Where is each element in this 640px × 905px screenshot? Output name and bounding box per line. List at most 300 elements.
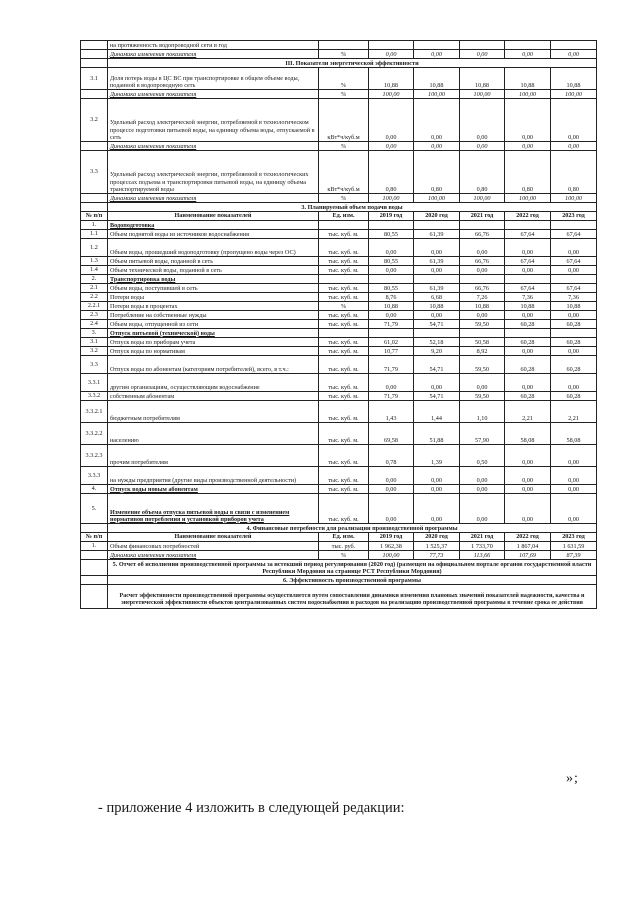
table-row [81,59,597,68]
table-row [81,329,597,338]
value-cell: 57,90 [460,423,505,445]
value-cell: 0,00 [505,266,551,275]
value-cell: 113,66 [460,551,505,560]
value-cell [551,41,597,50]
value-cell: 71,79 [369,392,414,401]
indicator-name-cell: Динамика изменения показателя [108,551,319,560]
section-title: III. Показатели энергетической эффективности [108,59,597,68]
value-cell: 10,77 [369,347,414,356]
unit-cell: тыс. куб. м. [319,347,369,356]
value-cell: 60,28 [505,356,551,374]
table-row [81,542,597,551]
table-row [81,374,597,392]
value-cell: 0,00 [414,50,460,59]
value-cell: 8,76 [369,293,414,302]
value-cell: 71,79 [369,356,414,374]
table-row [81,494,597,524]
value-cell: 1,43 [369,401,414,423]
value-cell: 0,78 [369,445,414,467]
indicator-name-cell: Потребление на собственные нужды [108,311,319,320]
value-cell: 0,80 [505,151,551,194]
value-cell: 2020 год [414,212,460,221]
row-number-cell: 3.3.2.3 [81,445,108,467]
value-cell: 0,00 [505,445,551,467]
value-cell: 1 733,70 [460,542,505,551]
value-cell: 60,28 [551,392,597,401]
value-cell: 60,28 [551,320,597,329]
value-cell: 2020 год [414,533,460,542]
value-cell: 100,00 [505,194,551,203]
indicator-name-cell: Объем воды, прошедший водоподготовку (пропущено воды через ОС) [108,239,319,257]
table-row [81,423,597,445]
table-row [81,467,597,485]
section-title: 3. Планируемый объем подачи воды [108,203,597,212]
value-cell: 66,76 [460,230,505,239]
value-cell: 0,00 [505,50,551,59]
value-cell [414,221,460,230]
value-cell: 0,00 [551,99,597,142]
indicator-name-cell: бюджетным потребителям [108,401,319,423]
value-cell: 0,50 [460,445,505,467]
value-cell: 1,44 [414,401,460,423]
unit-cell: тыс. куб. м. [319,356,369,374]
production-program-table [80,40,597,609]
value-cell: 10,88 [551,68,597,90]
table-row [81,356,597,374]
section-text: 5. Отчет об исполнении производственной программы за истекший период регулирования (2020 год) (размещен на официальном портале органов государственной власти Республики Мордовия на странице РСТ Республики Мордовия) [108,560,597,576]
value-cell: 67,64 [551,284,597,293]
value-cell: 61,02 [369,338,414,347]
table-body [81,41,597,609]
value-cell: 100,00 [505,90,551,99]
table-row [81,239,597,257]
value-cell: 0,00 [414,99,460,142]
unit-cell: % [319,142,369,151]
indicator-name-cell: Удельный расход электрической энергии, потребляемой в технологических процессах подъема и транспортировки питьевой воды, на единицу объема транспортируемой воды [108,151,319,194]
value-cell: 52,18 [414,338,460,347]
section-title: 6. Эффективность производственной программы [108,576,597,585]
row-number-cell: 1. [81,542,108,551]
unit-cell: тыс. куб. м. [319,284,369,293]
value-cell: 87,39 [551,551,597,560]
closing-quote-mark: »; [566,771,579,786]
value-cell: 0,00 [505,494,551,524]
value-cell: 0,00 [414,142,460,151]
row-number-cell: 3.2 [81,99,108,142]
value-cell: 54,71 [414,392,460,401]
row-number-cell [81,551,108,560]
unit-cell: тыс. руб. [319,542,369,551]
value-cell: 7,36 [505,293,551,302]
row-number-cell: 1. [81,221,108,230]
value-cell: 59,50 [460,356,505,374]
table-row [81,99,597,142]
indicator-name-cell: Потери воды [108,293,319,302]
value-cell: 100,00 [460,194,505,203]
value-cell: 60,28 [505,392,551,401]
indicator-name-cell: Потери воды в процентах [108,302,319,311]
value-cell: 0,00 [414,485,460,494]
table-row [81,90,597,99]
indicator-name-cell: Отпуск воды по нормативам [108,347,319,356]
value-cell: 54,71 [414,356,460,374]
value-cell: 0,00 [369,239,414,257]
row-number-cell: 2.2 [81,293,108,302]
table-row [81,302,597,311]
row-number-cell: 1.3 [81,257,108,266]
table-row [81,401,597,423]
value-cell [369,275,414,284]
indicator-name-cell: Объем воды, отпущенной из сети [108,320,319,329]
value-cell: 10,88 [369,68,414,90]
value-cell: 0,00 [551,347,597,356]
value-cell [369,221,414,230]
row-number-cell: 2. [81,275,108,284]
value-cell: 0,00 [505,347,551,356]
unit-cell: тыс. куб. м. [319,445,369,467]
value-cell [505,275,551,284]
value-cell: 0,00 [460,50,505,59]
value-cell: 0,00 [460,239,505,257]
value-cell: 0,00 [505,99,551,142]
unit-cell: тыс. куб. м. [319,374,369,392]
row-number-cell: № п/п [81,533,108,542]
row-number-cell [81,59,108,68]
row-number-cell [81,50,108,59]
value-cell: 10,88 [505,302,551,311]
value-cell: 0,00 [369,374,414,392]
value-cell: 1 962,38 [369,542,414,551]
table-row [81,221,597,230]
table-row [81,445,597,467]
row-number-cell [81,524,108,533]
value-cell: 67,64 [505,230,551,239]
unit-cell: тыс. куб. м. [319,311,369,320]
unit-cell: тыс. куб. м. [319,485,369,494]
row-number-cell: 3.3 [81,151,108,194]
indicator-name-cell: населению [108,423,319,445]
value-cell [460,41,505,50]
unit-cell: кВт*ч/куб.м [319,151,369,194]
value-cell: 0,00 [369,266,414,275]
value-cell: 0,00 [460,266,505,275]
value-cell: 100,00 [551,90,597,99]
row-number-cell: 1.4 [81,266,108,275]
value-cell [505,41,551,50]
table-row [81,41,597,50]
row-number-cell: 2.2.1 [81,302,108,311]
value-cell: 2023 год [551,533,597,542]
indicator-name-cell: Доля потерь воды в ЦС ВС при транспортировке в общем объеме воды, поданной в водопроводную сеть [108,68,319,90]
value-cell: 100,00 [369,551,414,560]
value-cell: 59,50 [460,392,505,401]
value-cell: 0,00 [414,239,460,257]
value-cell [414,41,460,50]
value-cell: 10,88 [460,302,505,311]
unit-cell: % [319,194,369,203]
unit-cell: тыс. куб. м. [319,423,369,445]
value-cell: 2023 год [551,212,597,221]
row-number-cell: 2.3 [81,311,108,320]
value-cell: 51,88 [414,423,460,445]
value-cell: 0,80 [369,151,414,194]
value-cell [319,329,369,338]
row-number-cell: 3.3.3 [81,467,108,485]
value-cell: 54,71 [414,320,460,329]
unit-cell: % [319,90,369,99]
value-cell: 60,28 [551,338,597,347]
value-cell: 1,39 [414,445,460,467]
unit-cell: % [319,302,369,311]
indicator-name-cell: собственным абонентам [108,392,319,401]
value-cell: 58,08 [551,423,597,445]
value-cell: 0,00 [369,311,414,320]
value-cell: 58,08 [505,423,551,445]
row-number-cell [81,203,108,212]
unit-cell: тыс. куб. м. [319,293,369,302]
indicator-name-cell: Объем поднятой воды из источников водоснабжения [108,230,319,239]
value-cell: 2,21 [551,401,597,423]
value-cell: 0,80 [460,151,505,194]
value-cell: 0,00 [460,485,505,494]
table-row [81,524,597,533]
value-cell: 2022 год [505,533,551,542]
value-cell: 0,00 [551,445,597,467]
value-cell [414,275,460,284]
value-cell: 2021 год [460,533,505,542]
indicator-name-cell: Удельный расход электрической энергии, потребляемой в технологическом процессе подготовки питьевой воды, на единицу объема воды, отпускаемой в сеть [108,99,319,142]
unit-cell: тыс. куб. м. [319,320,369,329]
value-cell: 100,00 [551,194,597,203]
table-row [81,275,597,284]
indicator-name-cell: Отпуск воды новым абонентам [108,485,319,494]
value-cell: 0,00 [551,50,597,59]
value-cell: 0,00 [505,142,551,151]
value-cell: 10,88 [369,302,414,311]
value-cell [319,275,369,284]
indicator-name-cell: Транспортировка воды [108,275,319,284]
value-cell: 60,28 [505,338,551,347]
indicator-name-cell: Объем питьевой воды, поданной в сеть [108,257,319,266]
value-cell: 0,00 [460,142,505,151]
value-cell: 7,36 [551,293,597,302]
unit-cell: тыс. куб. м. [319,338,369,347]
value-cell: 0,00 [551,142,597,151]
value-cell: 67,64 [505,257,551,266]
value-cell: 2019 год [369,212,414,221]
indicator-name-cell: другим организациям, осуществляющим водоснабжение [108,374,319,392]
value-cell: 100,00 [414,194,460,203]
value-cell: 66,76 [460,257,505,266]
table-row [81,576,597,585]
row-number-cell [81,41,108,50]
value-cell: 50,58 [460,338,505,347]
value-cell: 0,00 [369,467,414,485]
row-number-cell: 2.1 [81,284,108,293]
value-cell: 0,80 [414,151,460,194]
unit-cell: тыс. куб. м. [319,230,369,239]
unit-cell: тыс. куб. м. [319,239,369,257]
value-cell: 1 631,59 [551,542,597,551]
value-cell: 80,55 [369,230,414,239]
value-cell: 0,00 [369,50,414,59]
row-number-cell: 3.3.1 [81,374,108,392]
row-number-cell [81,560,108,576]
value-cell: 0,00 [369,99,414,142]
table-row [81,392,597,401]
unit-cell: % [319,551,369,560]
row-number-cell: 3.3.2.2 [81,423,108,445]
value-cell: 67,64 [551,230,597,239]
table-row [81,203,597,212]
value-cell: 61,39 [414,284,460,293]
indicator-name-cell: Отпуск питьевой (технической) воды [108,329,319,338]
value-cell: 0,00 [551,311,597,320]
section-text: Расчет эффективности производственной программы осуществляется путем сопоставления динамики изменения плановых значений показателей надежности, качества и энергетической эффективности объектов централизованных систем водоснабжения и расходов на реализацию производственной программы в течение срока ее действия [108,585,597,609]
table-row [81,284,597,293]
value-cell: 10,88 [460,68,505,90]
row-number-cell: 3. [81,329,108,338]
value-cell: 10,88 [551,302,597,311]
row-number-cell: 3.3 [81,356,108,374]
value-cell: 0,00 [460,467,505,485]
value-cell: 77,73 [414,551,460,560]
row-number-cell: 3.3.2.1 [81,401,108,423]
value-cell: 69,58 [369,423,414,445]
indicator-name-cell: на нужды предприятия (другие виды производственной деятельности) [108,467,319,485]
table-row [81,257,597,266]
indicator-name-cell: прочим потребителям [108,445,319,467]
value-cell: 100,00 [369,90,414,99]
value-cell: 59,50 [460,320,505,329]
indicator-name-cell: Наименование показателей [108,212,319,221]
value-cell [505,329,551,338]
value-cell [460,221,505,230]
row-number-cell: 3.3.2 [81,392,108,401]
row-number-cell: 1.2 [81,239,108,257]
value-cell: 80,55 [369,284,414,293]
row-number-cell: 5. [81,494,108,524]
value-cell: 67,64 [551,257,597,266]
indicator-name-cell: Динамика изменения показателя [108,194,319,203]
value-cell: 10,88 [414,68,460,90]
value-cell: 0,00 [460,374,505,392]
indicator-name-cell: Изменение объема отпуска питьевой воды в связи с изменением нормативов потребления и установкой приборов учета [108,494,319,524]
unit-cell: тыс. куб. м. [319,494,369,524]
unit-cell: % [319,68,369,90]
table-row [81,320,597,329]
value-cell: 10,88 [414,302,460,311]
value-cell: 0,00 [414,494,460,524]
value-cell: 107,69 [505,551,551,560]
value-cell: 100,00 [460,90,505,99]
value-cell: 0,00 [551,467,597,485]
value-cell: 1,10 [460,401,505,423]
unit-cell: кВт*ч/куб.м [319,99,369,142]
value-cell: 61,39 [414,257,460,266]
value-cell: 0,00 [505,374,551,392]
unit-cell: Ед. изм. [319,212,369,221]
table-row [81,311,597,320]
value-cell: 2021 год [460,212,505,221]
row-number-cell: 1.1 [81,230,108,239]
value-cell [551,329,597,338]
table-row [81,338,597,347]
indicator-name-cell: Отпуск воды по абонентам (категориям потребителей), всего, в т.ч.: [108,356,319,374]
value-cell: 9,20 [414,347,460,356]
unit-cell: % [319,50,369,59]
unit-cell: Ед. изм. [319,533,369,542]
value-cell [369,329,414,338]
indicator-name-cell: Объем финансовых потребностей [108,542,319,551]
value-cell: 0,80 [551,151,597,194]
indicator-name-cell: Объем воды, поступившей в сеть [108,284,319,293]
value-cell: 71,79 [369,320,414,329]
value-cell [369,41,414,50]
row-number-cell: 3.2 [81,347,108,356]
table-row [81,533,597,542]
value-cell: 0,00 [414,266,460,275]
value-cell: 0,00 [551,266,597,275]
value-cell [505,221,551,230]
value-cell: 0,00 [551,494,597,524]
row-number-cell: № п/п [81,212,108,221]
indicator-name-cell: Динамика изменения показателя [108,50,319,59]
table-row [81,151,597,194]
value-cell: 0,00 [369,485,414,494]
row-number-cell: 4. [81,485,108,494]
row-number-cell: 2.4 [81,320,108,329]
value-cell: 61,39 [414,230,460,239]
value-cell: 10,88 [505,68,551,90]
table-row [81,212,597,221]
value-cell: 80,55 [369,257,414,266]
value-cell [551,275,597,284]
unit-cell: тыс. куб. м. [319,257,369,266]
value-cell: 6,68 [414,293,460,302]
value-cell: 2,21 [505,401,551,423]
value-cell: 8,92 [460,347,505,356]
value-cell: 100,00 [369,194,414,203]
value-cell: 2022 год [505,212,551,221]
table-row [81,266,597,275]
value-cell: 1 867,04 [505,542,551,551]
value-cell: 0,00 [551,485,597,494]
amendment-text: - приложение 4 изложить в следующей редакции: [98,800,405,816]
value-cell [460,329,505,338]
row-number-cell [81,576,108,585]
row-number-cell [81,142,108,151]
section-title: 4. Финансовые потребности для реализации производственной программы [108,524,597,533]
indicator-name-cell: Динамика изменения показателя [108,90,319,99]
value-cell: 60,28 [505,320,551,329]
indicator-name-cell: Объем технической воды, поданной в сеть [108,266,319,275]
indicator-name-cell: Отпуск воды по приборам учета [108,338,319,347]
table-row [81,551,597,560]
value-cell: 66,76 [460,284,505,293]
value-cell [319,221,369,230]
value-cell: 0,00 [551,239,597,257]
value-cell: 100,00 [414,90,460,99]
value-cell: 0,00 [505,467,551,485]
value-cell: 0,00 [505,311,551,320]
table-row [81,68,597,90]
table-row [81,347,597,356]
table-row [81,50,597,59]
row-number-cell: 3.1 [81,338,108,347]
unit-cell: тыс. куб. м. [319,266,369,275]
row-number-cell [81,90,108,99]
